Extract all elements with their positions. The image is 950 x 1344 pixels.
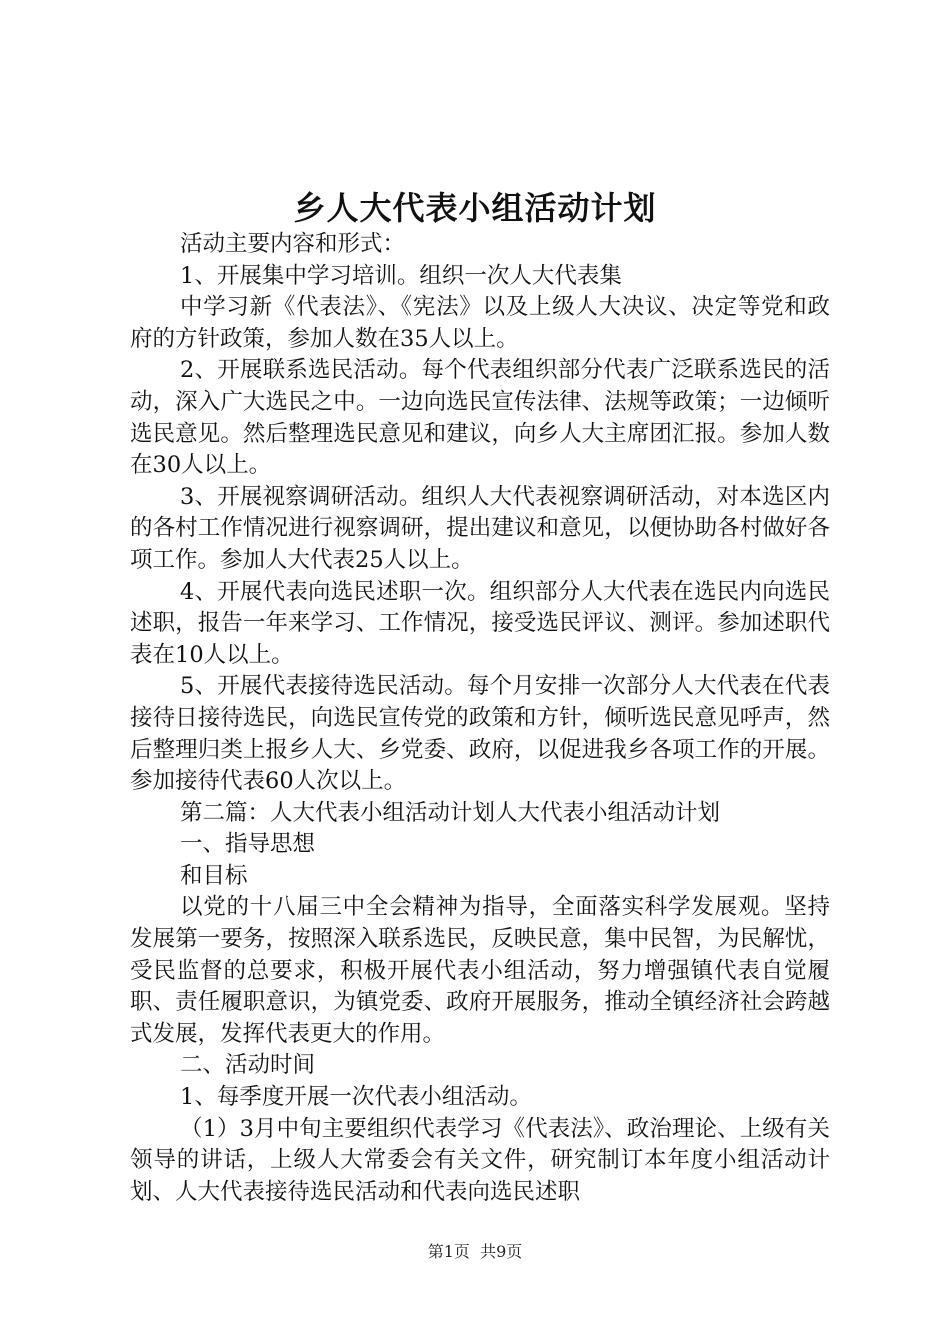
paragraph-item-4: 4、开展代表向选民述职一次。组织部分人大代表在选民内向选民述职，报告一年来学习、工作情况，接受选民评议、测评。参加述职代表在10人以上。 xyxy=(130,578,830,668)
paragraph-item-1: 1、开展集中学习培训。组织一次人大代表集 xyxy=(180,262,622,289)
paragraph-item-1-detail: 中学习新《代表法》、《宪法》以及上级人大决议、决定等党和政府的方针政策，参加人数在35人以上。 xyxy=(130,294,830,352)
document-title: 乡人大代表小组活动计划 xyxy=(293,189,657,227)
page-footer xyxy=(0,1240,950,1264)
page-number: 第1页 xyxy=(427,1242,470,1261)
section-heading-part-two: 第二篇：人大代表小组活动计划人大代表小组活动计划 xyxy=(180,799,721,826)
paragraph-quarterly: 1、每季度开展一次代表小组活动。 xyxy=(180,1084,532,1111)
section-heading-activity-time: 二、活动时间 xyxy=(180,1052,316,1079)
paragraph-march: （1）3月中旬主要组织代表学习《代表法》、政治理论、上级有关领导的讲话，上级人大常委会有关文件，研究制订本年度小组活动计划、人大代表接待选民活动和代表向选民述职 xyxy=(130,1115,830,1205)
paragraph-item-3: 3、开展视察调研活动。组织人大代表视察调研活动，对本选区内的各村工作情况进行视察调研，提出建议和意见，以便协助各村做好各项工作。参加人大代表25人以上。 xyxy=(130,483,830,573)
document-body xyxy=(130,229,830,1208)
page-total: 共9页 xyxy=(480,1242,523,1261)
section-heading-goals: 和目标 xyxy=(180,862,248,889)
paragraph-guiding-thought: 以党的十八届三中全会精神为指导，全面落实科学发展观。坚持发展第一要务，按照深入联系选民，反映民意，集中民智，为民解忧，受民监督的总要求，积极开展代表小组活动，努力增强镇代表自觉履职、责任履职意识，为镇党委、政府开展服务，推动全镇经济社会跨越式发展，发挥代表更大的作用。 xyxy=(130,894,830,1047)
paragraph-intro: 活动主要内容和形式： xyxy=(180,231,406,257)
paragraph-item-2: 2、开展联系选民活动。每个代表组织部分代表广泛联系选民的活动，深入广大选民之中。一边向选民宣传法律、法规等政策；一边倾听选民意见。然后整理选民意见和建议，向乡人大主席团汇报。参加人数在30人以上。 xyxy=(130,357,830,479)
section-heading-guiding-thought: 一、指导思想 xyxy=(180,831,316,858)
paragraph-item-5: 5、开展代表接待选民活动。每个月安排一次部分人大代表在代表接待日接待选民，向选民宣传党的政策和方针，倾听选民意见呼声，然后整理归类上报乡人大、乡党委、政府，以促进我乡各项工作的开展。参加接待代表60人次以上。 xyxy=(130,673,830,795)
